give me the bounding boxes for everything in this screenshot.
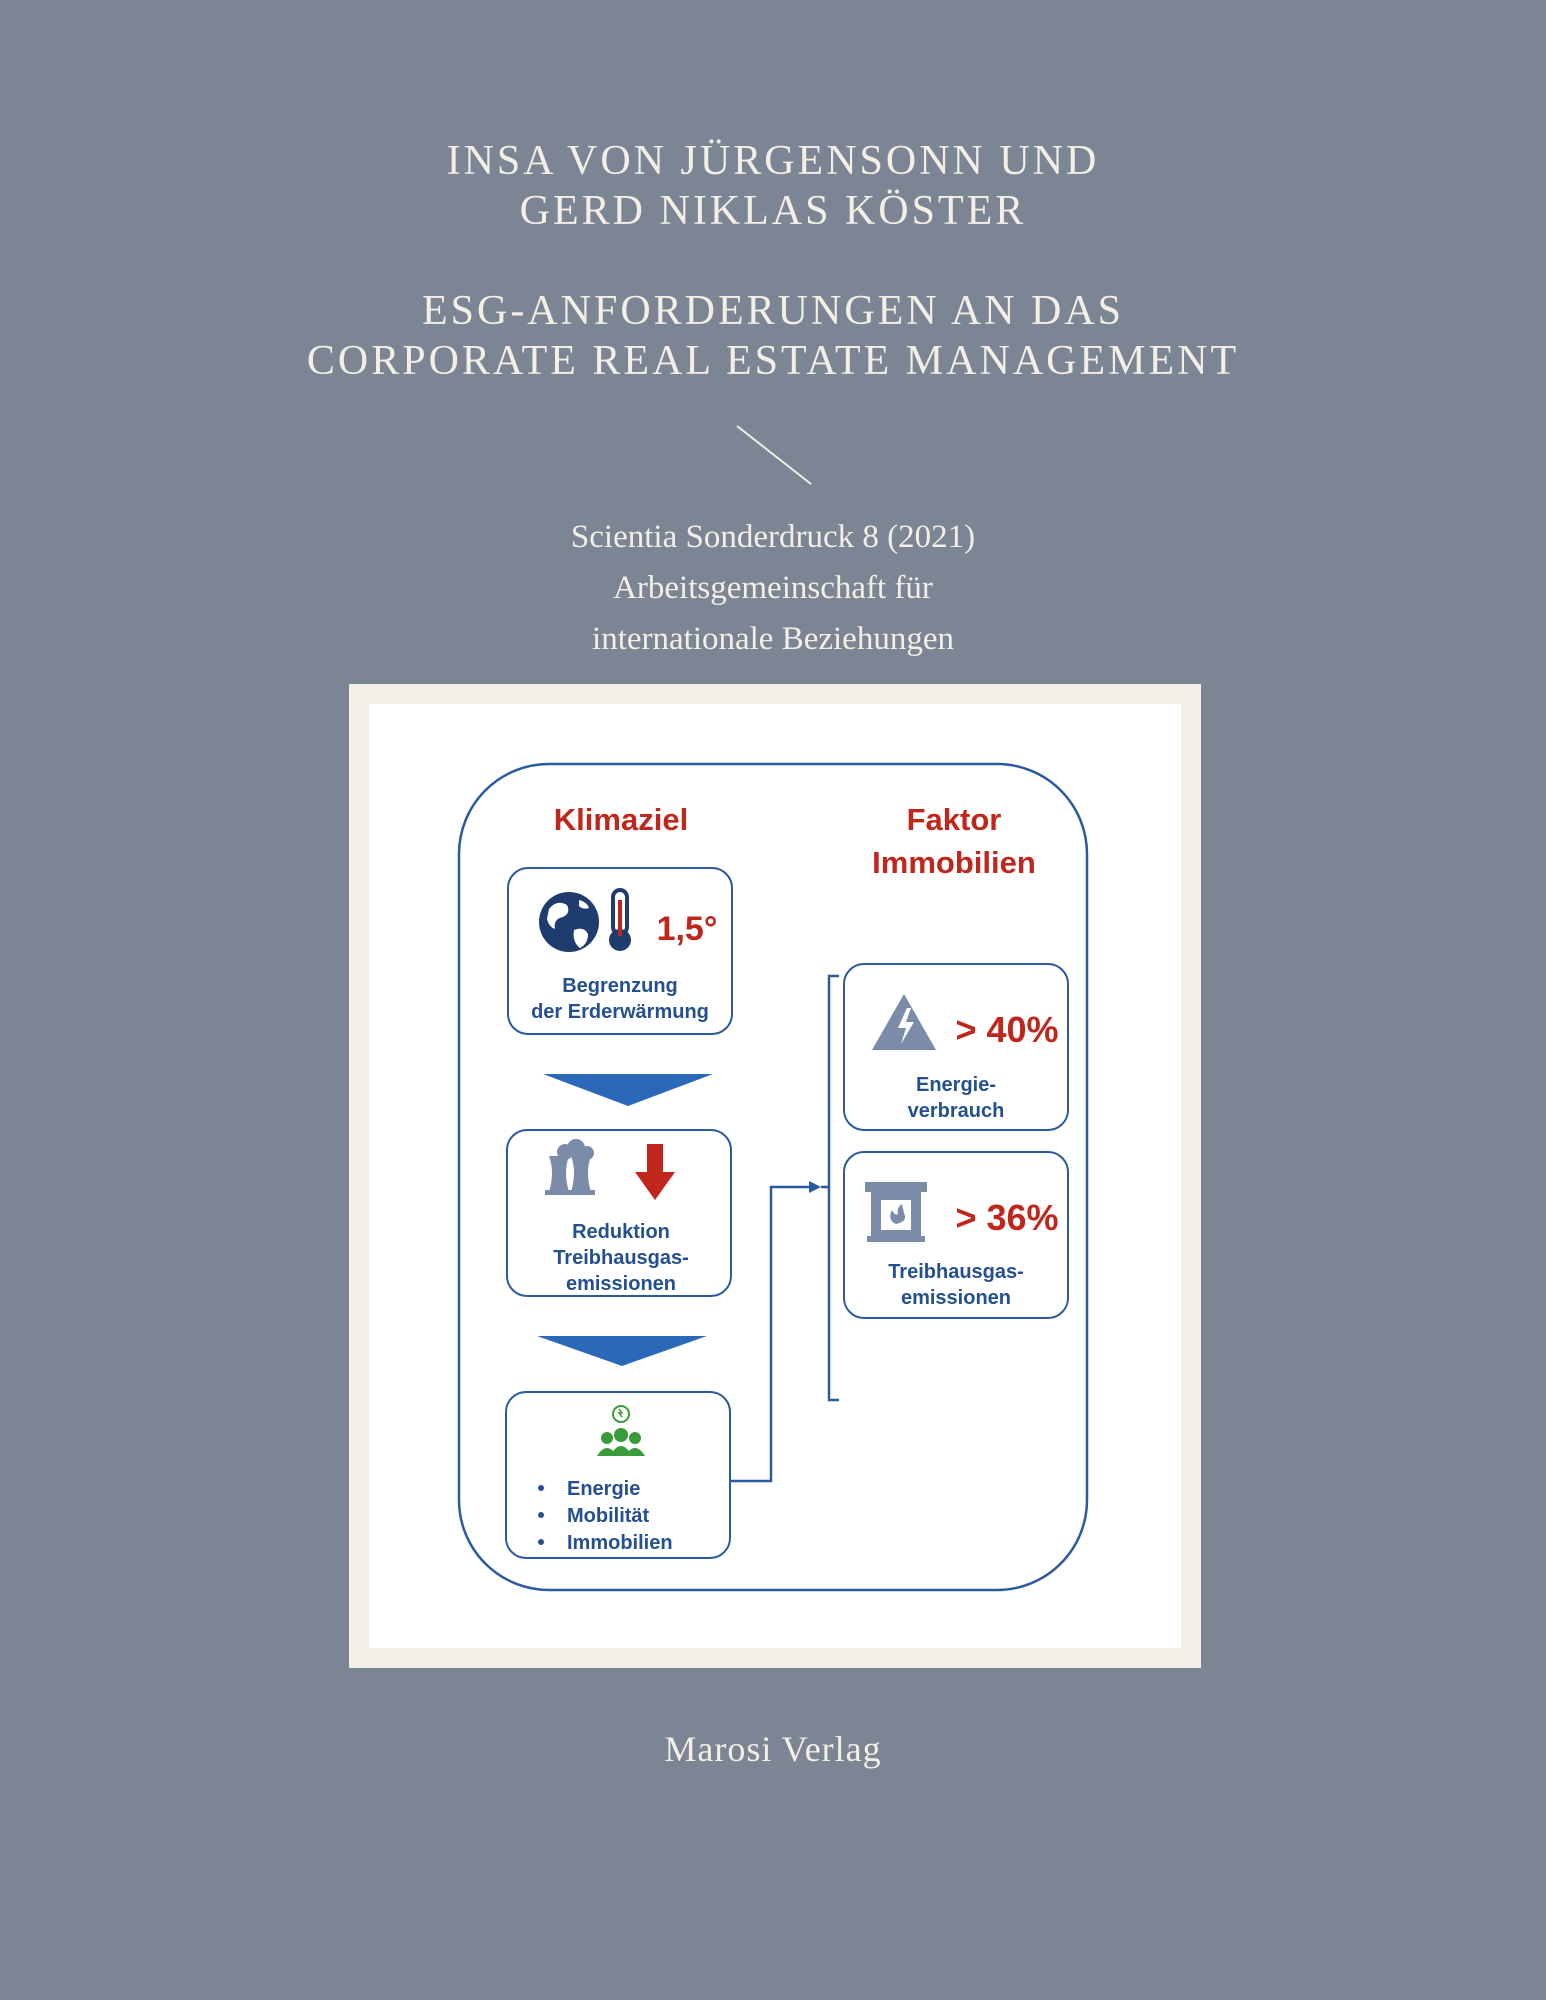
book-title [0,286,1546,386]
connector-arrowhead [809,1181,821,1193]
box1-line-2: der Erderwärmung [531,1001,709,1023]
author-line-2: GERD NIKLAS KÖSTER [519,188,1027,234]
right-heading-line-2: Immobilien [872,845,1036,880]
title-line-1: ESG-ANFORDERUNGEN AN DAS [421,288,1125,334]
card2-value: > 36% [955,1197,1059,1238]
subtitle-line-2: Arbeitsgemeinschaft für [613,570,933,606]
left-heading: Klimaziel [553,802,689,837]
authors [0,136,1546,236]
card2-line-1: Treibhausgas- [888,1261,1024,1283]
divider-line [735,424,825,490]
card1-value: > 40% [955,1009,1059,1050]
box1-value: 1,5° [656,910,718,948]
thermometer-icon [609,890,631,951]
publisher-name: Marosi Verlag [664,1729,882,1769]
box2-line-3: emissionen [565,1273,677,1295]
title-line-2: CORPORATE REAL ESTATE MANAGEMENT [306,338,1240,384]
globe-icon [539,892,599,952]
illustration-paper [369,704,1181,1648]
connector-line [730,1187,809,1481]
box2-line-2: Treibhausgas- [553,1247,689,1269]
subtitle-line-3: internationale Beziehungen [592,621,954,657]
bullet-3 [538,1539,544,1545]
bracket [829,976,839,1400]
card1-line-2: verbrauch [907,1100,1005,1122]
right-heading-line-1: Faktor [906,802,1002,837]
box3-item-2: Mobilität [567,1505,650,1527]
cover-illustration-frame [349,684,1201,1668]
down-arrow-2 [537,1336,707,1366]
box-reduktion [507,1130,731,1296]
subtitle-line-1: Scientia Sonderdruck 8 (2021) [570,519,976,555]
down-arrow-1 [543,1074,713,1106]
box2-line-1: Reduktion [572,1221,670,1243]
series-info [0,512,1546,665]
climate-diagram [369,704,1181,1648]
card1-line-1: Energie- [915,1074,997,1096]
box1-line-1: Begrenzung [562,975,678,997]
box3-item-1: Energie [567,1478,641,1500]
box3-item-3: Immobilien [567,1532,673,1554]
author-line-1: INSA VON JÜRGENSONN UND [446,138,1100,184]
bullet-1 [538,1485,544,1491]
card2-line-2: emissionen [900,1287,1012,1309]
bullet-2 [538,1512,544,1518]
fireplace-icon [865,1182,927,1242]
